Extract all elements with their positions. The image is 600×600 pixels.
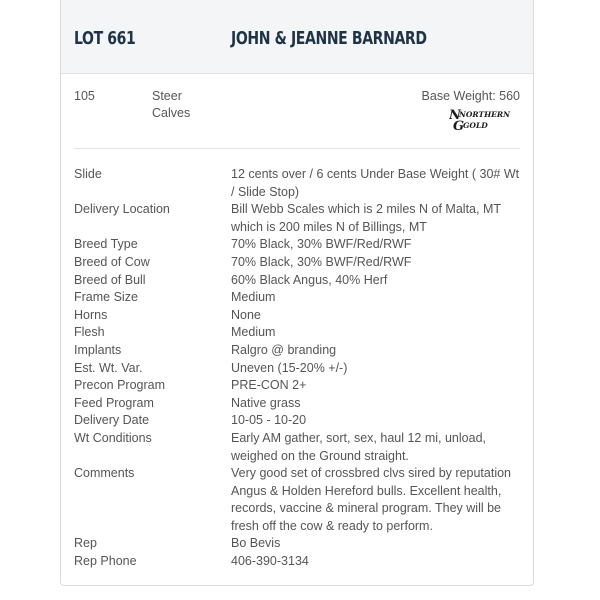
detail-row — [61, 307, 533, 325]
detail-value: Uneven (15-20% +/-) — [231, 360, 348, 375]
detail-label: Rep — [74, 536, 97, 551]
detail-label: Slide — [74, 167, 102, 181]
detail-value: Early AM gather, sort, sex, haul 12 mi, unload, weighed on the Ground straight. — [231, 430, 486, 463]
owner-name: JOHN & JEANNE BARNARD — [231, 28, 427, 49]
lot-summary — [61, 73, 533, 149]
detail-value: 70% Black, 30% BWF/Red/RWF — [231, 254, 412, 269]
detail-value: PRE-CON 2+ — [231, 378, 307, 393]
base-weight: Base Weight: 560 — [421, 89, 520, 103]
detail-label: Breed of Bull — [74, 272, 146, 287]
section-divider — [74, 148, 520, 149]
detail-label: Flesh — [74, 325, 105, 340]
detail-value: Bill Webb Scales which is 2 miles N of Malta, MT which is 200 miles N of Billings, MT — [231, 202, 501, 234]
northern-gold-logo — [449, 107, 521, 131]
detail-row — [61, 236, 533, 254]
detail-label: Wt Conditions — [74, 430, 152, 445]
detail-value: 12 cents over / 6 cents Under Base Weight ( 30# Wt / Slide Stop) — [231, 167, 520, 199]
detail-value: None — [231, 307, 261, 322]
detail-value: Ralgro @ branding — [231, 342, 337, 357]
svg-text:NORTHERN: NORTHERN — [459, 110, 510, 119]
cattle-type-line1: Steer — [152, 89, 182, 103]
detail-row — [61, 535, 533, 553]
detail-row — [61, 395, 533, 413]
lot-card — [60, 0, 534, 586]
detail-label: Feed Program — [74, 395, 154, 410]
detail-value: 70% Black, 30% BWF/Red/RWF — [231, 237, 412, 252]
svg-text:N: N — [449, 108, 461, 123]
detail-row — [61, 553, 533, 571]
detail-value: 60% Black Angus, 40% Herf — [231, 272, 388, 287]
detail-label: Comments — [74, 466, 135, 481]
detail-row — [61, 430, 533, 465]
detail-row — [61, 289, 533, 307]
detail-row — [61, 324, 533, 342]
detail-row — [61, 201, 533, 236]
detail-label: Delivery Date — [74, 413, 150, 428]
detail-label: Horns — [74, 307, 108, 322]
detail-value: Medium — [231, 290, 276, 305]
lot-number: LOT 661 — [74, 28, 136, 49]
detail-value: 406-390-3134 — [231, 554, 309, 569]
head-count: 105 — [74, 89, 95, 103]
detail-label: Delivery Location — [74, 202, 170, 217]
detail-row — [61, 254, 533, 272]
cattle-type-line2: Calves — [152, 106, 191, 120]
lot-details — [61, 166, 533, 571]
detail-row — [61, 465, 533, 535]
detail-value: Medium — [231, 325, 276, 340]
detail-label: Frame Size — [74, 290, 138, 305]
detail-row — [61, 377, 533, 395]
detail-label: Est. Wt. Var. — [74, 360, 143, 375]
detail-row — [61, 166, 533, 201]
detail-value: 10-05 - 10-20 — [231, 413, 307, 428]
detail-value: Native grass — [231, 395, 301, 410]
detail-label: Precon Program — [74, 378, 166, 393]
detail-row — [61, 342, 533, 360]
detail-label: Breed Type — [74, 237, 138, 252]
svg-text:GOLD: GOLD — [463, 121, 488, 130]
detail-label: Breed of Cow — [74, 254, 150, 269]
detail-label: Implants — [74, 342, 122, 357]
detail-row — [61, 272, 533, 290]
detail-value: Very good set of crossbred clvs sired by reputation Angus & Holden Hereford bulls. Excellent health, records, vaccine & mineral program. They will be fresh off the cow & ready to perform. — [231, 466, 512, 533]
detail-row — [61, 412, 533, 430]
lot-header — [61, 0, 533, 74]
detail-value: Bo Bevis — [231, 536, 281, 551]
detail-label: Rep Phone — [74, 554, 137, 569]
svg-text:G: G — [453, 119, 465, 131]
detail-row — [61, 360, 533, 378]
